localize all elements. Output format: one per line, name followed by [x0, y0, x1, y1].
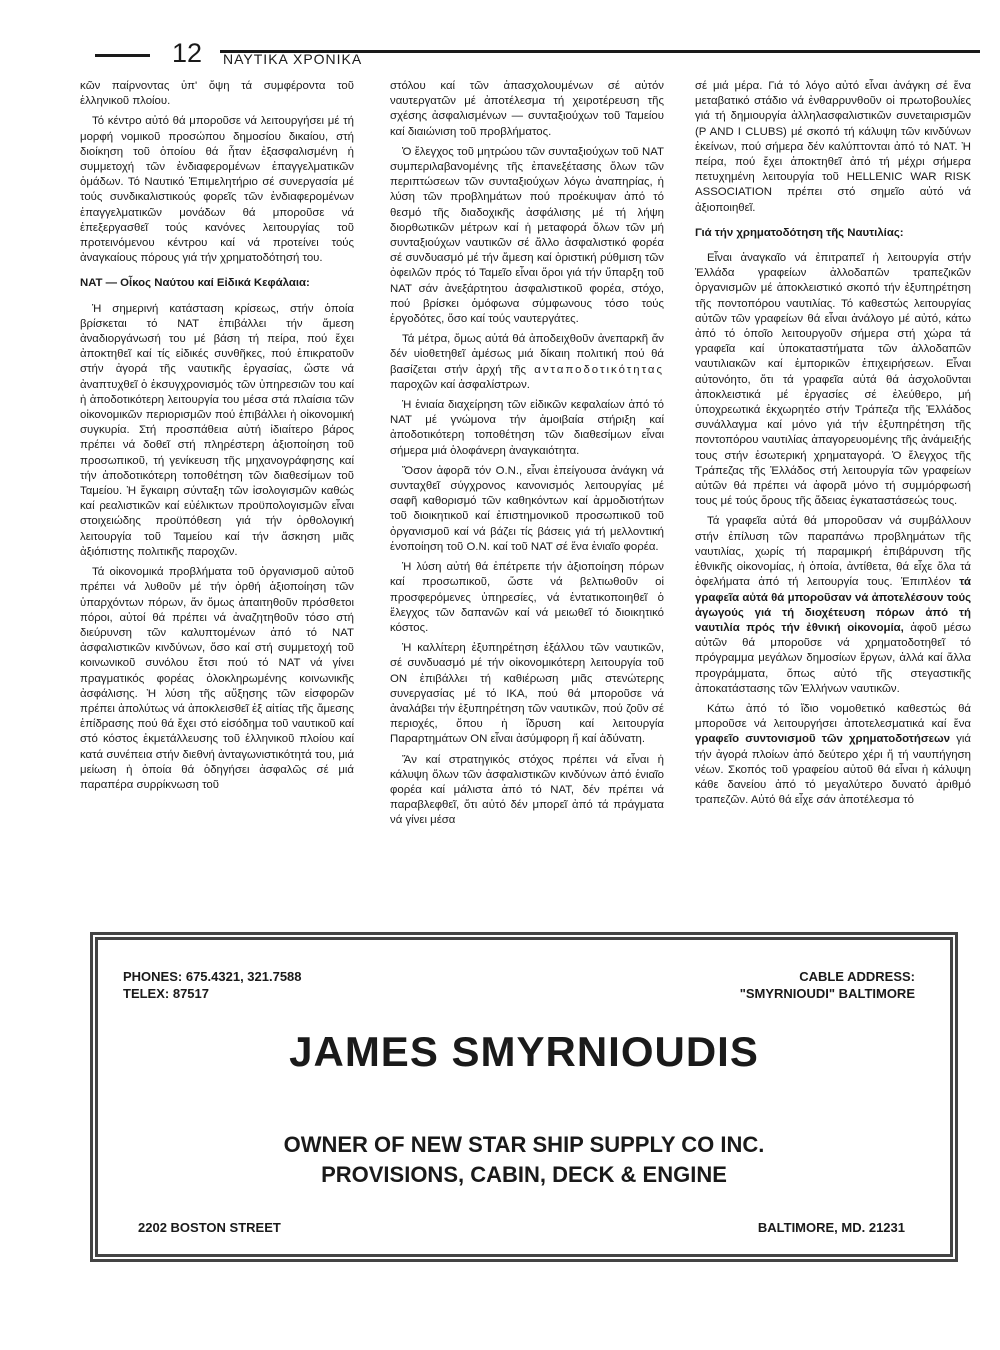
paragraph: στόλου καί τῶν ἀπασχολουμένων σέ αὐτόν ναυτεργατῶν μέ ἀποτέλεσμα τή χειροτέρευση τῆς σχέσης ἀσφαλισμένων — συνταξιούχων τοῦ Ταμείου καί διαιώνιση τοῦ προβλήματος.	[390, 80, 664, 138]
column-2	[390, 79, 664, 919]
text-run: Τά γραφεῖα αὐτά θά μποροῦσαν νά συμβάλλουν στήν ἐπίλυση τῶν παραπάνω προβλημάτων τῆς ναυτιλίας, χωρίς τή παραμικρή ἐπιβάρυνση τῆς ἐθνικῆς οἰκονομίας, ἡ ὁποία, ἀντίθετα, θά εἶχε ὅλα τά ὀφελήματα ἀπό τή λειτουργία τους. Ἐπιπλέον	[695, 515, 971, 589]
paragraph: Ὅσον ἀφορᾶ τόν Ο.Ν., εἶναι ἐπείγουσα ἀνάγκη νά συνταχθεῖ σύγχρονος κανονισμός λειτουργίας μέ σαφῆ καθορισμό τῶν καθηκόντων καί ἁρμοδιοτήτων τοῦ διοικητικοῦ καί ἐπιστημονικοῦ προσωπικοῦ τοῦ ὀργανισμοῦ καί νά βάζει τίς βάσεις γιά τή μελλοντική ἑνοποίηση τοῦ Ο.Ν. καί τοῦ ΝΑΤ σέ ἕνα ἑνιαῖο φορέα.	[390, 464, 664, 553]
paragraph: Εἶναι ἀναγκαῖο νά ἐπιτραπεῖ ἡ λειτουργία στήν Ἑλλάδα γραφείων ἀλλοδαπῶν τραπεζικῶν ὀργανισμῶν μέ ἀποκλειστικό σκοπό τήν ἐξυπηρέτηση τῆς ποντοπόρου ναυτιλίας. Τό καθεστώς λειτουργίας αὐτῶν τῶν γραφείων θά εἶναι ἀνάλογο μέ αὐτό, κάτω ἀπό τό ὁποῖο λειτουργοῦν σήμερα στή χώρα τά γραφεῖα καί ὑποκαταστήματα τῶν ἀλλοδαπῶν ναυτιλιακῶν καί ἐμπορικῶν ἐπιχειρήσεων. Εἶναι αὐτονόητο, ὅτι τά γραφεῖα αὐτά θά ἀσχολοῦνται ἀποκλειστικά μέ ἐργασίες σέ ἐλεύθερο, μή ὑποχρεωτικά ἐκχωρητέο στήν Τράπεζα τῆς Ἑλλάδος συνάλλαγμα καί μόνο γιά τήν ἐξυπηρέτηση τῆς ποντοπόρου ναυτιλίας ἀπαγορευομένης τῆς ἀνάμειξής τους στήν ἐσωτερική χρηματαγορά. Ὁ ἔλεγχος τῆς Τράπεζας τῆς Ἑλλάδος στή λειτουργία τῶν γραφείων αὐτῶν θά πρέπει νά ἀφορᾶ μόνο τή συμμόρφωσή τους μέ τούς ὅρους τῆς ἄδειας ἐγκαταστάσεώς τους.	[695, 252, 971, 508]
header-rule-left	[95, 54, 150, 57]
paragraph: Ἡ σημερινή κατάσταση κρίσεως, στήν ὁποία βρίσκεται τό ΝΑΤ ἐπιβάλλει τήν ἄμεση ἀναδιοργάνωσή του μέ βάση τή πείρα, πού ἔχει ἀποκτηθεῖ καί τίς εἰδικές συνθῆκες, πού ἐπικρατοῦν στήν ἀγορά τῆς ναυτικῆς ἐργασίας, ὥστε νά ἀναπτυχθεῖ ὁ ἐκσυγχρονισμός τῶν ὑπηρεσιῶν του καί ἡ ἀποδοτικότερη λειτουργία του μέσα στά πλαίσια τῶν οἰκονομικῶν περιορισμῶν πού ἐπιβάλλει ἡ οἰκονομική συγκυρία. Στή προσπάθεια αὐτή ἰδιαίτερο βάρος πρέπει νά δοθεῖ στή πληρέστερη ἀξιοποίηση τοῦ προσωπικοῦ, τή γενίκευση τῆς μηχανογράφησης καί τήν ἀποδοτικότερη τοποθέτηση τῶν διαθεσίμων τοῦ Ταμείου. Ἡ ἔγκαιρη σύνταξη τῶν ἰσολογισμῶν καθώς καί ρεαλιστικῶν καί εὐέλικτων προϋπολογισμῶν εἶναι στοιχειώδης προϋπόθεση γιά τήν ὀρθολογική λειτουργία τοῦ Ταμείου καί τήν ἄσκηση μιᾶς ἀξιόπιστης πολιτικῆς παροχῶν.	[80, 302, 354, 558]
section-heading: Γιά τήν χρηματοδότηση τῆς Ναυτιλίας:	[695, 226, 904, 239]
column-1	[80, 79, 354, 919]
ad-cable-value: "SMYRNIOUDI" BALTIMORE	[739, 986, 915, 1001]
paragraph: Ὁ ἔλεγχος τοῦ μητρώου τῶν συνταξιούχων τοῦ ΝΑΤ συμπεριλαβανομένης τῆς ἐπανεξέτασης ὅλων τῶν περιπτώσεων τῶν συνταξιούχων λόγω ἀναπηρίας, ἡ λύση τῶν προβλημάτων πού προέκυψαν ἀπό τό θεσμό τῆς διαδοχικῆς ἀσφάλισης μέ τή λήψη διορθωτικῶν μέτρων καί ἡ μεταφορά ὅλων τῶν μή συνταξιούχων ναυτικῶν σέ ἄλλο ἀσφαλιστικό φορέα σέ συνδυασμό μέ τήν ἄμεση καί ὁριστική ρύθμιση τῶν ὀφειλῶν πρός τό Ταμεῖο εἶναι ὅροι γιά τήν ὕπαρξη τοῦ ΝΑΤ σάν ἀνεξάρτητου ἀσφαλιστικοῦ φορέα, στόχο, πού βρίσκει ὁμόφωνα σύμφωνους τόσο τούς ἐργοδότες, ὅσο καί τούς ναυτεργάτες.	[390, 145, 664, 326]
advertisement-box	[90, 932, 958, 1262]
section-heading: ΝΑΤ — Οἶκος Ναύτου καί Εἰδικά Κεφάλαια:	[80, 277, 310, 290]
column-3	[695, 79, 971, 919]
paragraph	[695, 702, 971, 808]
paragraph: Ἡ καλλίτερη ἐξυπηρέτηση ἐξάλλου τῶν ναυτικῶν, σέ συνδυασμό μέ τήν οἰκονομικότερη λειτουργία τοῦ ΟΝ ἐπιβάλλει τή καθιέρωση μιᾶς στενώτερης συνεργασίας μέ τό ΙΚΑ, πού θά μποροῦσε νά ἀναλάβει τήν ἐξυπηρέτηση τῶν ναυτικῶν, πού ζοῦν σέ περιοχές, ὅπου ἡ ἵδρυση καί λειτουργία Παραρτημάτων ΟΝ εἶναι ἀσύμφορη ἤ καί ἀδύνατη.	[390, 642, 664, 746]
ad-telex: TELEX: 87517	[123, 986, 209, 1001]
ad-owner-line: OWNER OF NEW STAR SHIP SUPPLY CO INC.	[283, 1132, 765, 1157]
ad-cable	[740, 968, 915, 1002]
ad-contact	[123, 968, 302, 1002]
paragraph: Τά οἰκονομικά προβλήματα τοῦ ὀργανισμοῦ αὐτοῦ πρέπει νά λυθοῦν μέ τήν ὀρθή ἀξιοποίηση τῶν ὑπαρχόντων πόρων, ἄν ὅμως ἀπαιτηθοῦν πρόσθετοι πόροι, αὐτοί θά πρέπει νά ἀναζητηθοῦν τόσο στή διεύρυνση τῶν καλυπτομένων ἀπό τό ΝΑΤ ἀσφαλιστικῶν κινδύνων, ὅσο καί στή συμμετοχή τοῦ κοινωνικοῦ συνόλου ἔτσι πού τό ΝΑΤ νά γίνει πραγματικός φορέας ὁλοκληρωμένης κοινωνικῆς ἀσφάλισης. Ἡ λύση τῆς αὔξησης τῶν εἰσφορῶν πρέπει ἀπολύτως νά ἀποκλεισθεῖ ἐξ αἰτίας τῆς ἄμεσης ἐπίδρασης πού θά ἔχει στό εἰσόδημα τοῦ ναυτικοῦ καί στό κόστος ἐκμετάλλευσης τοῦ ἑλληνικοῦ πλοίου καί κατά συνέπεια στήν διεθνή ἀνταγωνιστικότητά του, μιά μείωση ἡ ὁποία θά ὁδηγήσει ἀσφαλῶς σέ μιά παραπέρα συρρίκνωση τοῦ	[80, 566, 354, 791]
article-body	[80, 79, 980, 919]
ad-company-name: JAMES SMYRNIOUDIS	[289, 1028, 759, 1075]
paragraph: Ἄν καί στρατηγικός στόχος πρέπει νά εἶναι ἡ κάλυψη ὅλων τῶν ἀσφαλιστικῶν κινδύνων ἀπό ἑνιαῖο φορέα καί μάλιστα ἀπό τό ΝΑΤ, δέν πρέπει νά παραβλεφθεῖ, ὅτι αὐτό δέν μπορεῖ ἀπό τά πράγματα νά γίνει μέσα	[390, 753, 664, 827]
text-run: Κάτω ἀπό τό ἴδιο νομοθετικό καθεστώς θά μποροῦσε νά λειτουργήσει ἀποτελεσματικά καί ἕνα	[695, 702, 971, 731]
paragraph: Ἡ ἑνιαία διαχείρηση τῶν εἰδικῶν κεφαλαίων ἀπό τό ΝΑΤ μέ γνώμονα τήν ἀμοιβαία στήριξη καί ἀποδοτικότερη τοποθέτηση τῶν διαθεσίμων εἶναι σήμερα μιά ὁλοφάνερη ἀναγκαιότητα.	[390, 399, 664, 457]
bold-run: τά γραφεῖα αὐτά θά μποροῦσαν νά ἀποτελέσουν τούς ἀγωγούς γιά τή διοχέτευση πόρων ἀπό τή ναυτιλία πρός τήν ἐθνική οἰκονομία,	[695, 576, 971, 634]
paragraph	[390, 332, 664, 393]
paragraph	[695, 514, 971, 696]
paragraph: Ἡ λύση αὐτή θά ἐπέτρεπε τήν ἀξιοποίηση πόρων καί προσωπικοῦ, ὥστε νά βελτιωθοῦν οἱ προσφερόμενες ὑπηρεσίες, νά ἐντατικοποιηθεῖ ὁ ἔλεγχος τῶν δαπανῶν καί νά μειωθεῖ τό διοικητικό κόστος.	[390, 561, 664, 634]
ad-city: BALTIMORE, MD. 21231	[757, 1220, 905, 1235]
ad-street: 2202 BOSTON STREET	[138, 1220, 281, 1235]
page-header	[95, 40, 980, 70]
page-number: 12	[172, 38, 203, 68]
paragraph: κῶν παίρνοντας ὑπ' ὄψη τά συμφέροντα τοῦ ἑλληνικοῦ πλοίου.	[80, 80, 354, 108]
text-run: ἀφοῦ μέσω αὐτῶν θά μποροῦσε νά χρηματοδοτηθεῖ τό πρόγραμμα μεγάλων δημοσίων ἔργων, ἀλλά καί ἄλλα προγράμματα, ὅπως αὐτό τῆς στεγαστικῆς ἀποκατάστασης τῶν Ἑλλήνων ναυτικῶν.	[695, 621, 971, 695]
text-run: γιά τήν ἀγορά πλοίων ἀπό δεύτερο χέρι ἤ τή ναυπήγηση νέων. Σκοπός τοῦ γραφείου αὐτοῦ θά εἶναι ἡ κάλυψη κάθε δανείου ἀπό τό μεγαλύτερο δυνατό ἀριθμό τραπεζῶν. Αὐτό θά εἶχε σάν ἀποτέλεσμα τό	[695, 733, 971, 807]
ad-services-line: PROVISIONS, CABIN, DECK & ENGINE	[321, 1162, 727, 1187]
text-run: παροχῶν καί ἀσφαλίστρων.	[390, 378, 530, 391]
ad-phones: PHONES: 675.4321, 321.7588	[123, 969, 302, 984]
paragraph: Τό κέντρο αὐτό θά μποροῦσε νά λειτουργήσει μέ τή μορφή νομικοῦ προσώπου δημοσίου δικαίου, στή διοίκηση τοῦ ὁποίου θά ἦταν ἐξασφαλισμένη ἡ συμμετοχή τῶν ἐνδιαφερομένων ἐπαγγελματικῶν ὁμάδων. Τό Ναυτικό Ἐπιμελητήριο σέ συνεργασία μέ τούς συνδικαλιστικούς φορεῖς τῶν ἐνδιαφερομένων ἐπαγγελματικῶν μονάδων θά μποροῦσε νά ἐπεξεργασθεῖ τούς κανόνες λειτουργίας τοῦ προτεινόμενου κέντρου καί νά προτείνει τούς ἀναγκαίους πόρους γιά τήν χρηματοδότησή του.	[80, 115, 354, 265]
ad-owner-block	[98, 1130, 950, 1190]
bold-run: γραφεῖο συντονισμοῦ τῶν χρηματοδοτήσεων	[695, 733, 950, 746]
spaced-term: ανταποδοτικότητας	[534, 363, 664, 376]
publication-title: ΝΑΥΤΙΚΑ ΧΡΟΝΙΚΑ	[223, 51, 363, 67]
ad-cable-label: CABLE ADDRESS:	[799, 969, 915, 984]
paragraph: σέ μιά μέρα. Γιά τό λόγο αὐτό εἶναι ἀνάγκη σέ ἕνα μεταβατικό στάδιο νά ἐνθαρρυνθοῦν οἱ πρωτοβουλίες γιά τή δημιουργία ἀλληλασφαλιστικῶν συνεταιρισμῶν (P AND I CLUBS) μέ σκοπό τή κάλυψη τῶν κινδύνων ἐκείνων, πού σήμερα δέν καλύπτονται ἀπό τό ΝΑΤ. Ἡ πείρα, πού ἔχει ἀποκτηθεῖ ἀπό τή μέχρι σήμερα πετυχημένη λειτουργία τοῦ HELLENIC WAR RISK ASSOCIATION πρέπει στό σημεῖο αὐτό νά ἀξιοποιηθεῖ.	[695, 80, 971, 214]
text-run: Τά μέτρα, ὅμως αὐτά θά ἀποδειχθοῦν ἀνεπαρκῆ ἄν δέν υἱοθετηθεῖ ἀμέσως μιά δίκαιη πολιτική πού θά βασίζεται στήν ἀρχή τῆς	[390, 333, 664, 376]
